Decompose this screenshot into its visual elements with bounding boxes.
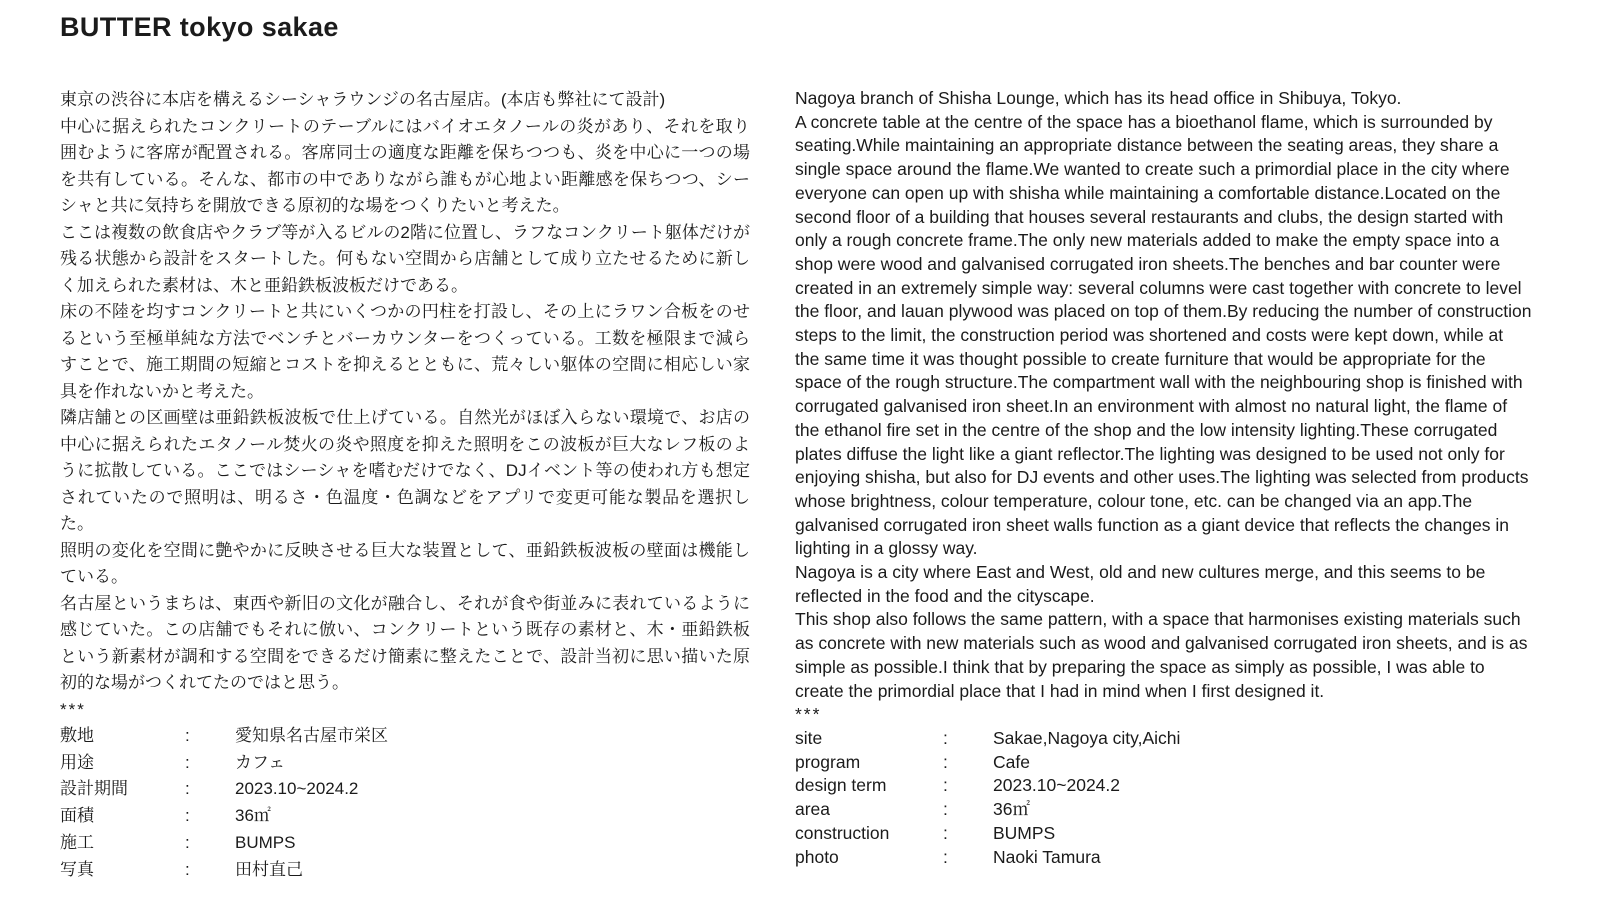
jp-paragraph-6: 照明の変化を空間に艶やかに反映させる巨大な装置として、亜鉛鉄板波板の壁面は機能している。 [60, 540, 750, 586]
spec-colon: : [943, 846, 948, 867]
spec-colon: : [185, 726, 190, 745]
spec-label: 敷地 [60, 726, 94, 745]
spec-colon: : [943, 775, 948, 796]
spec-value: 36㎡ [235, 806, 271, 826]
spec-row [60, 750, 750, 777]
spec-label: 写真 [60, 859, 94, 879]
spec-colon: : [943, 727, 948, 748]
spec-colon: : [185, 779, 190, 799]
en-paragraph-2: A concrete table at the centre of the space has a bioethanol flame, which is surrounded by seating.While maintaining an appropriate distance between the seating areas, they share a single space around the flame.We wanted to create such a primordial place in the city where everyone can open up with shisha while maintaining a comfortable distance.Located on the second floor of a building that houses several restaurants and clubs, the design started with only a rough concrete frame.The only new materials added to make the empty space into a shop were wood and galvanised corrugated iron sheets.The benches and bar counter were created in an extremely simple way: several columns were cast together with concrete to level the floor, and lauan plywood was placed on top of them.By reducing the number of construction steps to the limit, the construction period was shortened and costs were kept down, while at the same time it was thought possible to create furniture that would be appropriate for the space of the rough structure.The compartment wall with the neighbouring shop is finished with corrugated galvanised iron sheet.In an environment with almost no natural light, the flame of the ethanol fire set in the centre of the shop and the low intensity lighting.These corrugated plates diffuse the light like a giant reflector.The lighting was designed to be used not only for enjoying shisha, but also for DJ events and other uses.The lighting was selected from products whose brightness, colour temperature, colour tone, etc. can be changed via an app.The galvanised corrugated iron sheet walls function as a giant device that reflects the changes in lighting in a glossy way. [795, 111, 1532, 559]
spec-row [60, 857, 750, 884]
spec-colon: : [943, 822, 948, 843]
spec-row [795, 727, 1532, 751]
spec-label: 用途 [60, 752, 94, 772]
spec-value: Cafe [993, 751, 1030, 772]
en-paragraph-1: Nagoya branch of Shisha Lounge, which has its head office in Shibuya, Tokyo. [795, 88, 1402, 108]
spec-value: BUMPS [993, 822, 1056, 843]
spec-label: 面積 [60, 806, 94, 826]
spec-row [60, 803, 750, 830]
jp-paragraph-5: 隣店舗との区画壁は亜鉛鉄板波板で仕上げている。自然光がほぼ入らない環境で、お店の中心に据えられたエタノール焚火の炎や照度を抑えた照明をこの波板が巨大なレフ板のように拡散している。ここではシーシャを嗜むだけでなく、DJイベント等の使われ方も想定されていたので照明は、明るさ・色温度・色調などをアプリで変更可能な製品を選択した。 [60, 408, 750, 533]
jp-paragraph-4: 床の不陸を均すコンクリートと共にいくつかの円柱を打設し、その上にラワン合板をのせるという至極単純な方法でベンチとバーカウンターをつくっている。工数を極限まで減らすことで、施工期間の短縮とコストを抑えるとともに、荒々しい躯体の空間に相応しい家具を作れないかと考えた。 [60, 302, 750, 401]
spec-colon: : [185, 859, 190, 879]
spec-label: area [795, 799, 831, 820]
spec-row [795, 774, 1532, 798]
spec-row [795, 751, 1532, 775]
jp-spec-table [60, 723, 750, 883]
spec-label: program [795, 751, 861, 772]
spec-value: BUMPS [235, 832, 296, 852]
en-separator: *** [795, 704, 822, 725]
en-spec-table [795, 727, 1532, 869]
spec-colon: : [185, 752, 190, 772]
spec-value: 2023.10~2024.2 [993, 775, 1121, 796]
jp-paragraph-3: ここは複数の飲食店やクラブ等が入るビルの2階に位置し、ラフなコンクリート躯体だけが残る状態から設計をスタートした。何もない空間から店舗として成り立たせるために新しく加えられた素材は、木と亜鉛鉄板波板だけである。 [60, 222, 750, 295]
jp-separator: *** [60, 699, 86, 719]
spec-value: 36㎡ [993, 799, 1030, 820]
spec-colon: : [185, 832, 190, 852]
spec-row [60, 830, 750, 857]
en-paragraph-4: This shop also follows the same pattern, with a space that harmonises existing materials such as concrete with new materials such as wood and galvanised corrugated iron sheets, and is as simple as possible.I think that by preparing the space as simply as possible, I was able to create the primordial place that I had in mind when I first designed it. [795, 609, 1528, 701]
jp-paragraph-7: 名古屋というまちは、東西や新旧の文化が融合し、それが食や街並みに表れているように感じていた。この店舗でもそれに倣い、コンクリートという既存の素材と、木・亜鉛鉄板という新素材が調和する空間をできるだけ簡素に整えたことで、設計当初に思い描いた原初的な場がつくれてたのではと思う。 [60, 593, 750, 692]
spec-row [795, 822, 1532, 846]
english-column [795, 87, 1532, 869]
spec-colon: : [943, 751, 948, 772]
spec-row [795, 798, 1532, 822]
spec-label: 施工 [60, 832, 94, 852]
spec-label: design term [795, 775, 887, 796]
spec-label: construction [795, 822, 890, 843]
spec-label: photo [795, 846, 839, 867]
spec-row [60, 723, 750, 750]
spec-value: 田村直己 [235, 859, 303, 879]
japanese-column [60, 87, 750, 883]
jp-paragraph-1: 東京の渋谷に本店を構えるシーシャラウンジの名古屋店。(本店も弊社にて設計) [60, 90, 666, 109]
spec-label: site [795, 727, 823, 748]
spec-value: 2023.10~2024.2 [235, 779, 359, 799]
spec-label: 設計期間 [60, 779, 128, 799]
spec-row [60, 776, 750, 803]
spec-value: 愛知県名古屋市栄区 [235, 726, 388, 745]
en-paragraph-3: Nagoya is a city where East and West, old and new cultures merge, and this seems to be reflected in the food and the cityscape. [795, 562, 1486, 606]
spec-value: Naoki Tamura [993, 846, 1101, 867]
spec-row [795, 846, 1532, 870]
spec-value: カフェ [235, 752, 286, 772]
spec-colon: : [185, 806, 190, 826]
page-title: BUTTER tokyo sakae [60, 12, 339, 42]
spec-value: Sakae,Nagoya city,Aichi [993, 727, 1181, 748]
jp-paragraph-2: 中心に据えられたコンクリートのテーブルにはバイオエタノールの炎があり、それを取り囲むように客席が配置される。客席同士の適度な距離を保ちつつも、炎を中心に一つの場を共有している。そんな、都市の中でありながら誰もが心地よい距離感を保ちつつ、シーシャと共に気持ちを開放できる原初的な場をつくりたいと考えた。 [60, 116, 751, 215]
spec-colon: : [943, 799, 948, 820]
